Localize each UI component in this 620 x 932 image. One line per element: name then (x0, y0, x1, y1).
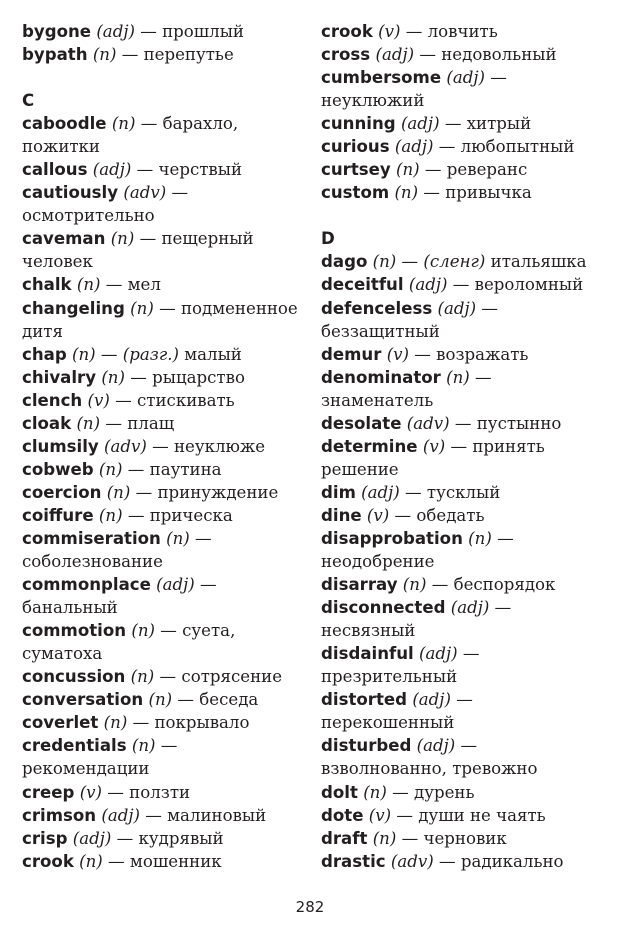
headword: defenceless (321, 298, 433, 318)
dictionary-entry (321, 66, 606, 112)
part-of-speech: (n) (76, 413, 101, 433)
part-of-speech: (n) (98, 505, 123, 525)
translation: — презрительный (321, 644, 480, 687)
headword: distorted (321, 690, 408, 710)
headword: cunning (321, 114, 396, 134)
headword: conversation (22, 690, 144, 710)
translation: — реверанс (419, 160, 528, 180)
headword: coverlet (22, 713, 99, 733)
dictionary-entry (321, 596, 606, 642)
translation: — суета, суматоха (22, 621, 236, 664)
translation: — дурень (386, 782, 475, 802)
dictionary-entry (22, 297, 307, 343)
dictionary-entry (22, 781, 307, 804)
dictionary-entry (321, 181, 606, 204)
part-of-speech: (n) (103, 713, 128, 733)
headword: credentials (22, 736, 127, 756)
headword: disarray (321, 575, 398, 595)
part-of-speech: (n) (76, 275, 101, 295)
translation: — хитрый (439, 114, 532, 134)
translation: — покрывало (127, 713, 250, 733)
translation: — тусклый (399, 482, 501, 502)
headword: caveman (22, 229, 106, 249)
headword: denominator (321, 367, 441, 387)
headword: coiffure (22, 505, 94, 525)
section-letter: D (321, 229, 335, 249)
headword: disdainful (321, 644, 414, 664)
part-of-speech: (n) (131, 736, 156, 756)
headword: determine (321, 436, 418, 456)
dictionary-entry (321, 435, 606, 481)
headword: cloak (22, 413, 72, 433)
dictionary-entry (321, 688, 606, 734)
dictionary-entry (321, 827, 606, 850)
part-of-speech: (adj) (408, 275, 448, 295)
dictionary-entry (22, 527, 307, 573)
headword: deceitful (321, 275, 404, 295)
headword: dolt (321, 782, 358, 802)
part-of-speech: (v) (422, 436, 446, 456)
headword: clench (22, 390, 83, 410)
headword: chalk (22, 275, 72, 295)
translation: — малиновый (139, 805, 267, 825)
translation: — черновик (396, 828, 507, 848)
dictionary-entry (321, 20, 606, 43)
headword: dago (321, 252, 368, 272)
headword: crisp (22, 828, 68, 848)
dictionary-entry (22, 804, 307, 827)
translation: — пустынно (449, 413, 562, 433)
part-of-speech: (n) (166, 528, 190, 548)
part-of-speech: (adj) (394, 137, 434, 157)
headword: dine (321, 505, 362, 525)
part-of-speech: (adv) (123, 183, 167, 203)
part-of-speech: (adj) (101, 805, 140, 825)
dictionary-entry (22, 343, 307, 366)
dictionary-entry (22, 734, 307, 780)
headword: demur (321, 344, 382, 364)
part-of-speech: (v) (378, 22, 401, 41)
dictionary-entry (321, 366, 606, 412)
dictionary-entry (321, 343, 606, 366)
dictionary-entry (22, 181, 307, 227)
dictionary-entry (22, 827, 307, 850)
headword: coercion (22, 482, 102, 502)
part-of-speech: (n) (396, 160, 420, 180)
translation: — прическа (122, 505, 233, 525)
dictionary-entry (22, 366, 307, 389)
translation: — души не чаять (391, 805, 546, 825)
headword: changeling (22, 298, 125, 318)
headword: caboodle (22, 114, 107, 134)
dictionary-entry (321, 135, 606, 158)
translation: — привычка (418, 183, 532, 203)
headword: disapprobation (321, 528, 463, 548)
dictionary-entry (321, 573, 606, 596)
translation: — радикально (433, 851, 564, 871)
dictionary-entry (22, 43, 307, 66)
part-of-speech: (n) (130, 298, 154, 318)
part-of-speech: (adj) (96, 22, 135, 41)
dictionary-entry (22, 389, 307, 412)
headword: dote (321, 805, 364, 825)
part-of-speech: (adj) (400, 114, 440, 134)
dictionary-entry (22, 158, 307, 181)
translation: — плащ (100, 413, 175, 433)
dictionary-entry (22, 435, 307, 458)
part-of-speech: (n) (148, 690, 173, 710)
translation: — соболезнование (22, 528, 212, 572)
translation: — перепутье (116, 45, 234, 65)
dictionary-entry (22, 665, 307, 688)
translation: — черствый (131, 160, 243, 180)
dictionary-entry (22, 412, 307, 435)
dictionary-column-right (321, 20, 606, 873)
part-of-speech: (n) (111, 114, 136, 134)
dictionary-entry (321, 781, 606, 804)
headword: callous (22, 160, 88, 180)
headword: disconnected (321, 598, 446, 618)
translation: малый (178, 344, 242, 364)
translation: — беззащитный (321, 298, 498, 341)
dictionary-column-left (22, 20, 307, 873)
dictionary-entry (321, 297, 606, 343)
translation: — барахло, пожитки (22, 114, 239, 157)
translation: — подмененное дитя (22, 298, 298, 341)
part-of-speech: (n) (468, 528, 492, 548)
translation: — любопытный (433, 137, 575, 157)
part-of-speech: (n) (394, 183, 419, 203)
headword: crimson (22, 805, 97, 825)
dictionary-entry (321, 481, 606, 504)
headword: cobweb (22, 459, 94, 479)
translation: — неуклюже (146, 436, 266, 456)
headword: commiseration (22, 528, 161, 548)
part-of-speech: (adj) (416, 736, 456, 756)
translation: — знаменатель (321, 367, 492, 410)
headword: concussion (22, 667, 126, 687)
dictionary-entry (22, 227, 307, 273)
dictionary-entry (321, 850, 606, 873)
part-of-speech: (n) (131, 621, 155, 641)
part-of-speech: (adv) (406, 413, 450, 433)
part-of-speech: (adj) (361, 482, 400, 502)
part-of-speech: (n) (372, 828, 397, 848)
dictionary-entry (321, 43, 606, 66)
dictionary-entry (321, 158, 606, 181)
headword: drastic (321, 851, 386, 871)
part-of-speech: (n) (130, 667, 155, 687)
translation: — стискивать (109, 390, 235, 410)
translation: — рекомендации (22, 736, 178, 779)
headword: curious (321, 137, 390, 157)
headword: cumbersome (321, 68, 442, 88)
part-of-speech: (n) (446, 367, 470, 387)
dictionary-entry (22, 850, 307, 873)
part-of-speech: (n) (79, 851, 103, 871)
translation: — принуждение (130, 482, 279, 502)
translation: — перекошенный (321, 690, 473, 733)
translation: — обедать (389, 505, 485, 525)
part-of-speech: (adv) (390, 851, 434, 871)
dictionary-entry (22, 481, 307, 504)
headword: draft (321, 828, 368, 848)
headword: clumsily (22, 436, 99, 456)
dictionary-entry (22, 504, 307, 527)
dictionary-entry (321, 273, 606, 296)
part-of-speech: (n) (363, 782, 387, 802)
headword: cross (321, 45, 371, 65)
part-of-speech: (adj) (450, 598, 490, 618)
dictionary-entry (321, 112, 606, 135)
translation: — рыцарство (124, 367, 245, 387)
headword: dim (321, 482, 356, 502)
part-of-speech: (adj) (156, 575, 195, 595)
part-of-speech: (n) (110, 229, 135, 249)
translation: — беспорядок (426, 575, 556, 595)
dictionary-entry (321, 734, 606, 780)
headword: commotion (22, 621, 127, 641)
headword: chap (22, 344, 67, 364)
translation: — недовольный (414, 45, 557, 65)
dictionary-entry (321, 412, 606, 435)
dictionary-entry (321, 527, 606, 573)
dictionary-entry (321, 804, 606, 827)
headword: curtsey (321, 160, 391, 180)
headword: custom (321, 183, 390, 203)
translation: — возражать (409, 344, 529, 364)
translation: — вероломный (447, 275, 584, 295)
headword: commonplace (22, 575, 151, 595)
part-of-speech: (n) (101, 367, 125, 387)
translation: — ловчить (400, 22, 498, 41)
headword: bygone (22, 22, 92, 41)
translation: — взволнованно, тревожно (321, 736, 538, 779)
part-of-speech: (adj) (92, 160, 132, 180)
dictionary-entry (22, 112, 307, 158)
translation: — неодобрение (321, 528, 514, 572)
part-of-speech: (n) (98, 459, 123, 479)
dictionary-entry (321, 642, 606, 688)
translation: — принять решение (321, 436, 545, 479)
part-of-speech: (v) (79, 782, 103, 802)
dictionary-entry (321, 250, 606, 273)
part-of-speech: (n) (106, 482, 131, 502)
headword: bypath (22, 45, 88, 65)
part-of-speech: (adj) (419, 644, 458, 664)
part-of-speech: (n) — (разг.) (72, 344, 179, 364)
dictionary-entry (22, 20, 307, 43)
headword: creep (22, 782, 75, 802)
translation: — кудрявый (111, 828, 224, 848)
dictionary-entry (22, 619, 307, 665)
translation: — мошенник (102, 851, 222, 871)
part-of-speech: (adv) (103, 436, 147, 456)
dictionary-entry (22, 573, 307, 619)
section-letter: C (22, 91, 35, 111)
dictionary-entry (22, 688, 307, 711)
headword: cautiously (22, 183, 119, 203)
headword: disturbed (321, 736, 412, 756)
page-number: 282 (295, 898, 325, 916)
dictionary-entry (22, 458, 307, 481)
part-of-speech: (n) (92, 45, 117, 65)
part-of-speech: (v) (366, 505, 390, 525)
translation: — прошлый (134, 22, 244, 41)
dictionary-entry (22, 273, 307, 296)
part-of-speech: (adj) (446, 68, 485, 88)
translation: — осмотрительно (22, 183, 189, 226)
headword: desolate (321, 413, 402, 433)
translation: — несвязный (321, 598, 512, 641)
translation: — неуклюжий (321, 68, 507, 111)
dictionary-entry (321, 504, 606, 527)
part-of-speech: (n) — (сленг) (372, 252, 486, 272)
headword: crook (22, 851, 74, 871)
part-of-speech: (n) (402, 575, 427, 595)
part-of-speech: (adj) (437, 298, 477, 318)
translation: — паутина (122, 459, 222, 479)
part-of-speech: (v) (87, 390, 110, 410)
translation: — мел (100, 275, 161, 295)
translation: — банальный (22, 575, 217, 618)
part-of-speech: (adj) (72, 828, 112, 848)
headword: chivalry (22, 367, 97, 387)
part-of-speech: (v) (368, 805, 392, 825)
headword: crook (321, 22, 373, 41)
translation: — беседа (172, 690, 259, 710)
part-of-speech: (adj) (375, 45, 415, 65)
translation: итальяшка (485, 252, 587, 272)
part-of-speech: (adj) (412, 690, 451, 710)
translation: — сотрясение (154, 667, 283, 687)
translation: — пещерный человек (22, 229, 254, 272)
part-of-speech: (v) (386, 344, 410, 364)
dictionary-entry (22, 711, 307, 734)
translation: — ползти (102, 782, 191, 802)
